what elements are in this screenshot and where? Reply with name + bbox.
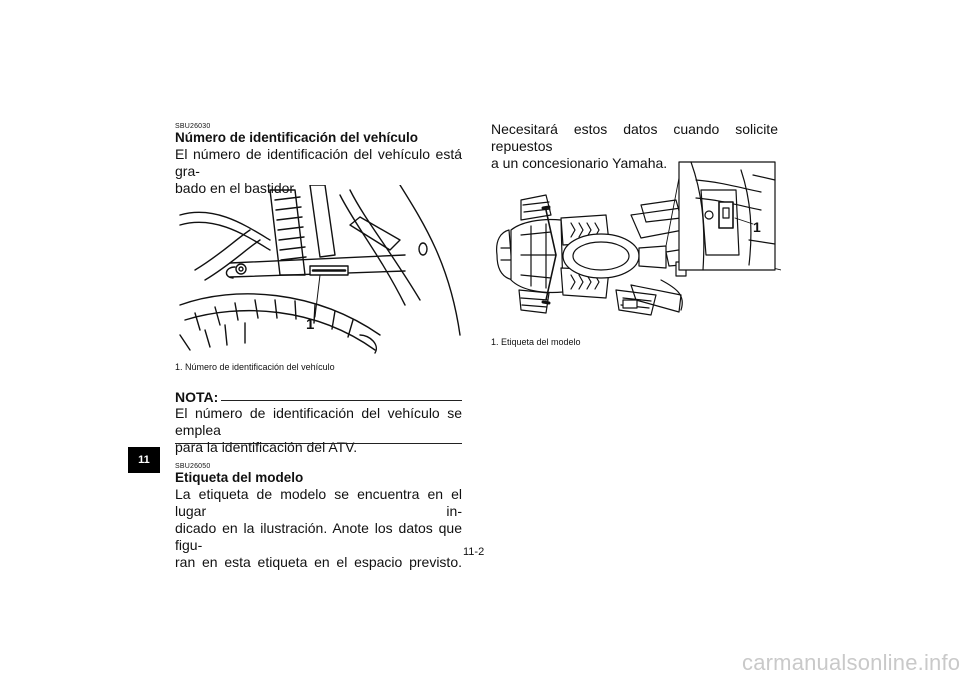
paragraph-model-label [175,486,462,571]
paragraph-line: Necesitará estos datos cuando solicite repuestos [491,121,778,154]
section-code-model-label: SBU26050 [175,463,211,470]
section-title-model-label: Etiqueta del modelo [175,470,304,485]
model-label-caption: 1. Etiqueta del modelo [491,337,581,347]
paragraph-line: El número de identificación del vehículo está gra- [175,146,462,179]
paragraph-line: ran en esta etiqueta en el espacio previsto. [175,554,462,570]
page-number: 11-2 [463,546,485,558]
paragraph-line: a un concesionario Yamaha. [491,155,668,171]
vin-illustration-drawing [175,185,465,355]
note-line: El número de identificación del vehículo se emplea [175,405,462,438]
watermark: carmanualsonline.info [742,650,960,675]
note-rule-bottom [175,443,462,444]
chapter-tab: 11 [128,447,160,473]
vin-callout-number: 1 [306,316,315,333]
atv-illustration-drawing [491,160,781,330]
note-line: para la identificación del ATV. [175,439,358,455]
vin-illustration [175,185,465,355]
note-text [175,405,462,456]
model-label-callout-number: 1 [753,219,761,235]
paragraph-line: La etiqueta de modelo se encuentra en el lugar in- [175,486,462,519]
note-label: NOTA: [175,389,219,405]
section-code-vin: SBU26030 [175,123,211,130]
section-title-vin: Número de identificación del vehículo [175,130,419,145]
paragraph-line: bado en el bastidor. [175,180,298,196]
paragraph-line: dicado en la ilustración. Anote los datos que figu- [175,520,462,553]
atv-illustration [491,160,781,330]
vin-caption: 1. Número de identificación del vehículo [175,362,335,372]
note-rule-top [221,400,462,401]
